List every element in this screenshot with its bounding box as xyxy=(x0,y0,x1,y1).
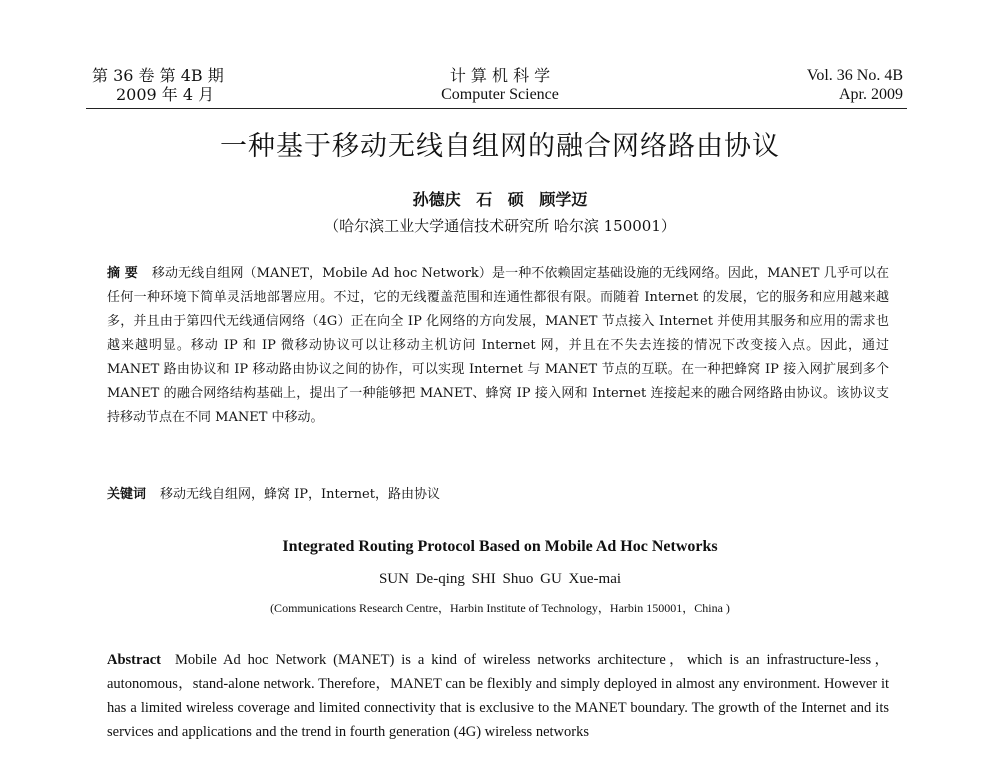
abstract-cn xyxy=(107,262,889,430)
authors-en: SUN De-qing SHI Shuo GU Xue-mai xyxy=(378,571,622,587)
paper-title-cn: 一种基于移动无线自组网的融合网络路由协议 xyxy=(220,131,780,162)
paper-title-en: Integrated Routing Protocol Based on Mobile Ad Hoc Networks xyxy=(282,538,718,555)
header-rule xyxy=(86,108,907,109)
keywords-text-cn: 移动无线自组网，蜂窝 IP，Internet，路由协议 xyxy=(160,487,440,502)
journal-name-en: Computer Science xyxy=(441,86,559,103)
abstract-text-cn: 移动无线自组网（MANET，Mobile Ad hoc Network）是一种不依赖固定基础设施的无线网络。因此，MANET 几乎可以在任何一种环境下简单灵活地部署应用。不过，它的无线覆盖范围和连通性都很有限。而随着 Internet 的发展，它的服务和应用越来越多，并且由于第四代无线通信网络（4G）正在向全 IP 化网络的方向发展，MANET 节点接入 Internet 并使用其服务和应用的需求也越来越明显。移动 IP 和 IP 微移动协议可以让移动主机访问 Internet 网，并且在不失去连接的情况下改变接入点。因此，通过 MANET 路由协议和 IP 移动路由协议之间的协作，可以实现 Internet 与 MANET 节点的互联。在一种把蜂窝 IP 接入网扩展到多个 MANET 的融合网络结构基础上，提出了一种能够把 MANET、蜂窝 IP 接入网和 Internet 连接起来的融合网络路由协议。该协议支持移动节点在不同 MANET 中移动。 xyxy=(107,266,890,425)
volume-issue-en: Vol. 36 No. 4B xyxy=(806,67,903,84)
keywords-cn xyxy=(107,483,440,502)
abstract-label-cn: 摘 要 xyxy=(107,266,138,281)
journal-volume-info-en xyxy=(807,66,903,104)
abstract-text-en: Mobile Ad hoc Network (MANET) is a kind of wireless networks architecture，which is an infrastructure-less，autonomous，stand-alone network. Therefore，MANET can be flexibly and simply deployed in almost any environment. However it has a limited wireless coverage and limited connectivity that is exclusive to the MANET boundary. The growth of the Internet and its services and applications and the trend in fourth generation (4G) wireless networks xyxy=(107,652,889,740)
abstract-en xyxy=(107,648,889,744)
publication-date-en: Apr. 2009 xyxy=(839,86,903,103)
abstract-label-en: Abstract xyxy=(107,652,161,668)
journal-name-cn: 计 算 机 科 学 xyxy=(449,66,551,85)
authors-cn: 孙德庆 石 硕 顾学迈 xyxy=(412,190,588,209)
keywords-label-cn: 关键词 xyxy=(107,487,147,502)
publication-date-cn: 2009 年 4 月 xyxy=(116,85,215,104)
affiliation-en: (Communications Research Centre，Harbin Institute of Technology，Harbin 150001，China ) xyxy=(270,601,730,615)
affiliation-cn: （哈尔滨工业大学通信技术研究所 哈尔滨 150001） xyxy=(324,217,676,235)
volume-issue: 第 36 卷 第 4B 期 xyxy=(92,66,224,85)
